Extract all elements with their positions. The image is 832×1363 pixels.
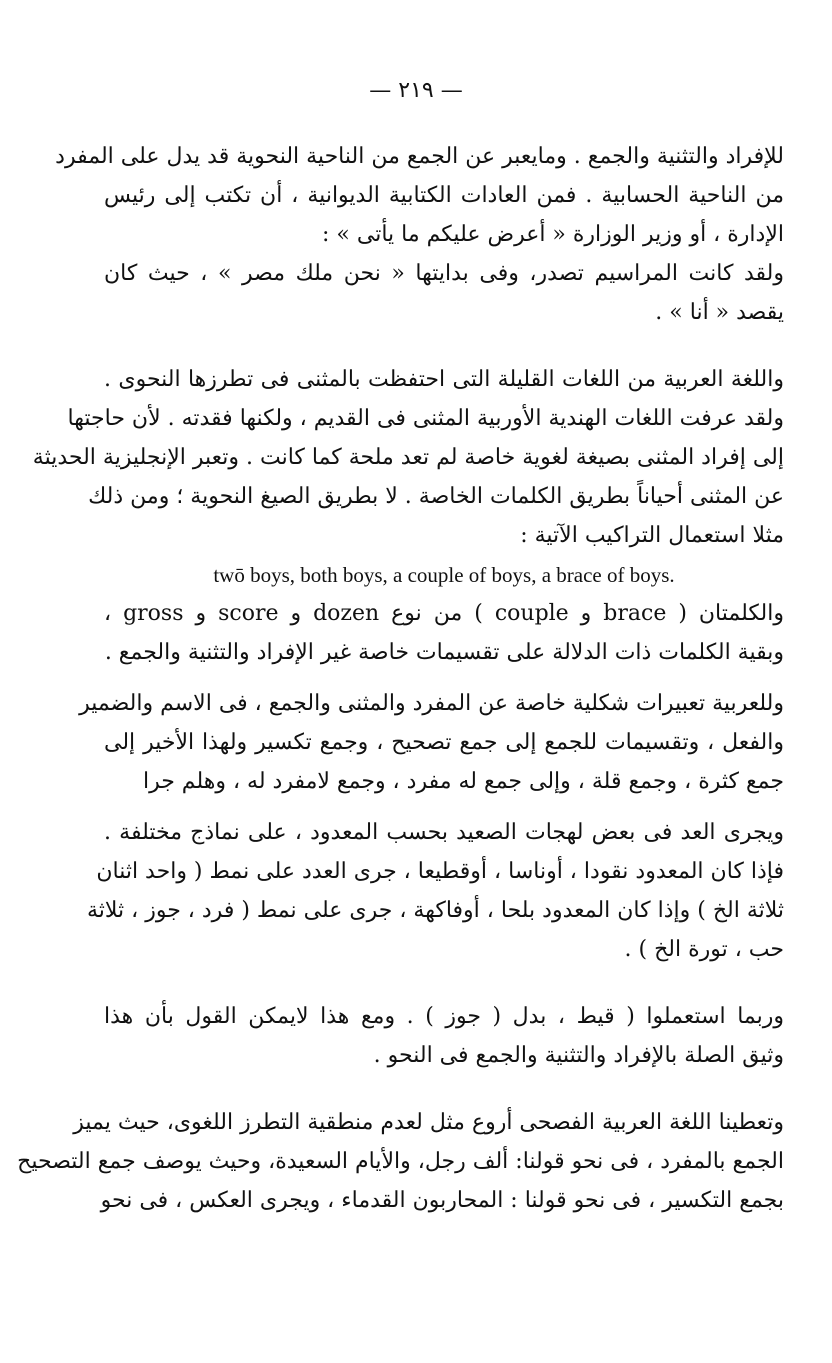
page-number: — ٢١٩ — bbox=[369, 78, 463, 103]
text-line: وربما استعملوا ( قيط ، بدل ( جوز ) . ومع هذا لايمكن القول بأن هذا bbox=[104, 1004, 784, 1029]
text-line: ولقد كانت المراسيم تصدر، وفى بدايتها « نحن ملك مصر » ، حيث كان bbox=[104, 261, 785, 286]
paragraph bbox=[17, 1106, 784, 1223]
text-line: وبقية الكلمات ذات الدلالة على تقسيمات خاصة غير الإفراد والتثنية والجمع . bbox=[104, 640, 784, 665]
english-example: twō boys, both boys, a couple of boys, a brace of boys. bbox=[213, 563, 675, 587]
text-line: حب ، تورة الخ ) . bbox=[624, 937, 784, 962]
text-line: إلى إفراد المثنى بصيغة لغوية خاصة لم تعد ملحة كما كانت . وتعبر الإنجليزية الحديثة bbox=[32, 445, 784, 470]
text-line: ولقد عرفت اللغات الهندية الأوربية المثنى فى القديم ، ولكنها فقدته . لأن حاجتها bbox=[67, 406, 784, 431]
text-line: من الناحية الحسابية . فمن العادات الكتابية الديوانية ، أن تكتب إلى رئيس bbox=[104, 183, 784, 208]
text-line: وثيق الصلة بالإفراد والتثنية والجمع فى النحو . bbox=[373, 1043, 784, 1068]
text-line: وللعربية تعبيرات شكلية خاصة عن المفرد والمثنى والجمع ، فى الاسم والضمير bbox=[79, 691, 784, 716]
text-line: مثلا استعمال التراكيب الآتية : bbox=[520, 523, 784, 548]
body-text bbox=[17, 140, 785, 1223]
text-line: الإدارة ، أو وزير الوزارة « أعرض عليكم ما يأتى » : bbox=[322, 222, 784, 247]
text-line: ثلاثة الخ ) وإذا كان المعدود بلحا ، أوفاكهة ، جرى على نمط ( فرد ، جوز ، ثلاثة bbox=[86, 898, 784, 923]
text-line: عن المثنى أحياناً بطريق الكلمات الخاصة . لا بطريق الصيغ النحوية ؛ ومن ذلك bbox=[88, 484, 784, 509]
text-line: للإفراد والتثنية والجمع . ومايعبر عن الجمع من الناحية النحوية قد يدل على المفرد bbox=[55, 144, 784, 169]
text-line: يقصد « أنا » . bbox=[655, 300, 784, 325]
paragraph bbox=[86, 816, 784, 972]
paragraph bbox=[104, 257, 784, 335]
text-line: جمع كثرة ، وجمع قلة ، وإلى جمع له مفرد ، وجمع لامفرد له ، وهلم جرا bbox=[142, 769, 784, 794]
paragraph bbox=[104, 1000, 784, 1078]
text-line: بجمع التكسير ، فى نحو قولنا : المحاربون القدماء ، ويجرى العكس ، فى نحو bbox=[100, 1188, 784, 1213]
text-line: فإذا كان المعدود نقودا ، أوناسا ، أوقطيعا ، جرى العدد على نمط ( واحد اثنان bbox=[96, 859, 784, 884]
text-line: ويجرى العد فى بعض لهجات الصعيد بحسب المعدود ، على نماذج مختلفة . bbox=[104, 820, 784, 845]
text-line: الجمع بالمفرد ، فى نحو قولنا: ألف رجل، والأيام السعيدة، وحيث يوصف جمع التصحيح bbox=[17, 1149, 784, 1174]
paragraph bbox=[79, 687, 784, 804]
paragraph bbox=[55, 140, 784, 257]
text-line: واللغة العربية من اللغات القليلة التى احتفظت بالمثنى فى تطرزها النحوى . bbox=[104, 367, 784, 392]
text-line: والكلمتان ( brace و couple ) من نوع dozen و score و gross ، bbox=[104, 601, 784, 626]
text-line: وتعطينا اللغة العربية الفصحى أروع مثل لعدم منطقية التطرز اللغوى، حيث يميز bbox=[73, 1110, 784, 1135]
text-line: والفعل ، وتقسيمات للجمع إلى جمع تصحيح ، وجمع تكسير ولهذا الأخير إلى bbox=[104, 730, 784, 755]
paragraph bbox=[32, 363, 784, 675]
